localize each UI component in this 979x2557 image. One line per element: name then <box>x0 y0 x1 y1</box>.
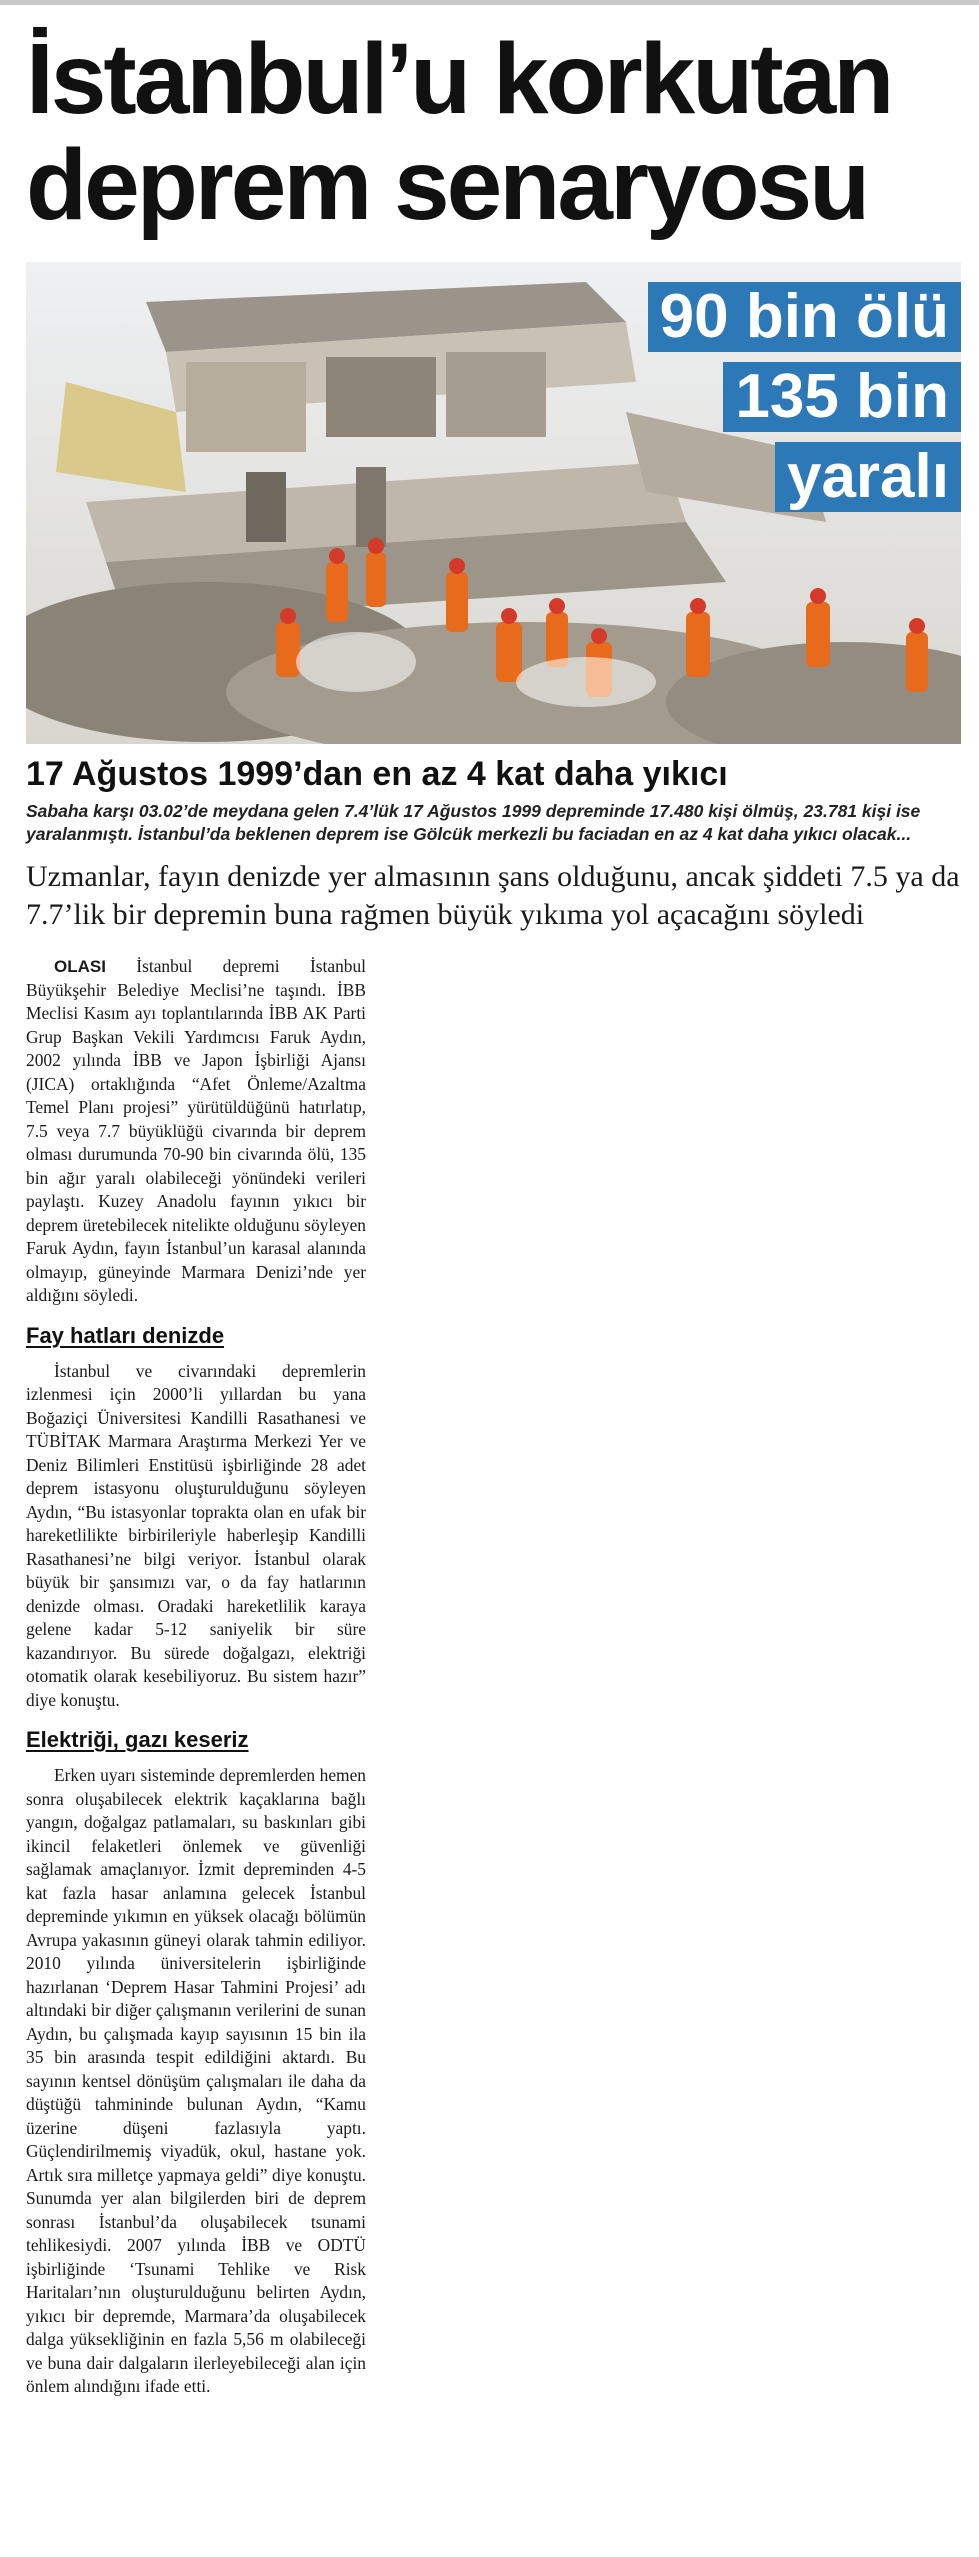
injured-label-badge: yaralı <box>775 442 961 512</box>
article-kicker: OLASI <box>54 957 106 976</box>
article-paragraph-1-text: İstanbul depremi İstanbul Büyükşehir Belediye Meclisi’ne taşındı. İBB Meclisi Kasım ayı toplantılarında İBB AK Parti Grup Başkan Vekili Yardımcısı Faruk Aydın, 2002 yılında İBB ve Japon İşbirliği Ajansı (JICA) ortaklığında “Afet Önleme/Azaltma Temel Planı projesi” yürütüldüğünü hatırlatıp, 7.5 veya 7.7 büyüklüğü civarında bir deprem olması durumunda 70-90 bin civarında ölü, 135 bin ağır yaralı olabileceği yönündeki verileri paylaştı. Kuzey Anadolu fayının yıkıcı bir deprem üretebilecek nitelikte olduğunu söyleyen Faruk Aydın, fayın İstanbul’un karasal alanında olmayıp, güneyinde Marmara Denizi’nde yer aldığını söyledi. <box>26 956 366 1305</box>
article-paragraph-3: Erken uyarı sisteminde depremlerden hemen sonra oluşabilecek elektrik kaçaklarına bağlı yangın, doğalgaz patlamaları, su baskınları gibi ikincil felaketleri önlemek ve güvenliği sağlamak amaçlanıyor. İzmit depreminden 4-5 kat fazla hasar anlamına gelecek İstanbul depreminde yıkımın en yüksek olacağı bölümün Avrupa yakasının güneyi olarak tahmin ediliyor. 2010 yılında üniversitelerin işbirliğinde hazırlanan ‘Deprem Hasar Tahmini Projesi’ adı altındaki bir diğer çalışmanın verilerini de sunan Aydın, bu çalışmada kayıp sayısının 15 bin ila 35 bin arasında tespit edildiğini aktardı. Bu sayının kentsel dönüşüm çalışmaları ile daha da düştüğü tahmininde bulunan Aydın, “Kamu üzerine düşeni fazlasıyla yaptı. Güçlendirilmemiş viyadük, okul, hastane yok. Artık sıra milletçe yapmaya geldi” diye konuştu. Sunumda yer alan bilgilerden biri de deprem sonrası İstanbul’da oluşabilecek tsunami tehlikesiydi. 2007 yılında İBB ve ODTÜ işbirliğinde ‘Tsunami Tehlike ve Risk Haritaları’nın oluşturulduğunu belirten Aydın, yıkıcı bir depremde, Marmara’da oluşabilecek dalga yüksekliğinin en fazla 5,56 m olabileceği ve buna dair dalgaların ilerleyebileceği alan için önlem alındığını ifade etti. <box>26 1765 366 2396</box>
headline: İstanbul’u korkutan deprem senaryosu <box>26 23 892 241</box>
death-toll-badge: 90 bin ölü <box>648 282 961 352</box>
injured-count-badge: 135 bin <box>723 362 961 432</box>
lead-paragraph: Sabaha karşı 03.02’de meydana gelen 7.4’lük 17 Ağustos 1999 depreminde 17.480 kişi ölmüş, 23.781 kişi ise yaralanmıştı. İstanbul’da beklenen deprem ise Gölcük merkezli bu faciadan en az 4 kat daha yıkıcı olacak... <box>26 801 921 844</box>
deck-summary: Uzmanlar, fayın denizde yer almasının şans olduğunu, ancak şiddeti 7.5 ya da 7.7’lik bir depremin buna rağmen büyük yıkıma yol açacağını söyledi <box>26 860 960 931</box>
crosshead-fault-lines: Fay hatları denizde <box>26 1322 225 1348</box>
article-column <box>26 955 366 2413</box>
crosshead-cut-power-gas: Elektriği, gazı keseriz <box>26 1727 249 1752</box>
subheadline: 17 Ağustos 1999’dan en az 4 kat daha yıkıcı <box>26 755 728 793</box>
article-paragraph-1 <box>26 955 366 1308</box>
top-rule <box>0 0 979 5</box>
article-paragraph-2: İstanbul ve civarındaki depremlerin izlenmesi için 2000’li yıllardan bu yana Boğaziçi Üniversitesi Kandilli Rasathanesi ve TÜBİTAK Marmara Araştırma Merkezi Yer ve Deniz Bilimleri Enstitüsü işbirliğinde 28 adet deprem istasyonu oluşturulduğunu söyleyen Aydın, “Bu istasyonlar toprakta olan en ufak bir hareketlilikte birbirileriyle haberleşip Kandilli Rasathanesi’ne bilgi veriyor. İstanbul olarak büyük bir şansımızı var, o da fay hatlarının denizde olması. Oradaki hareketlilik karaya gelene kadar 5-12 saniyelik bir süre kazandırıyor. Bu sürede doğalgazı, elektriği otomatik olarak kesebiliyoruz. Bu sistem hazır” diye konuştu. <box>26 1360 366 1710</box>
